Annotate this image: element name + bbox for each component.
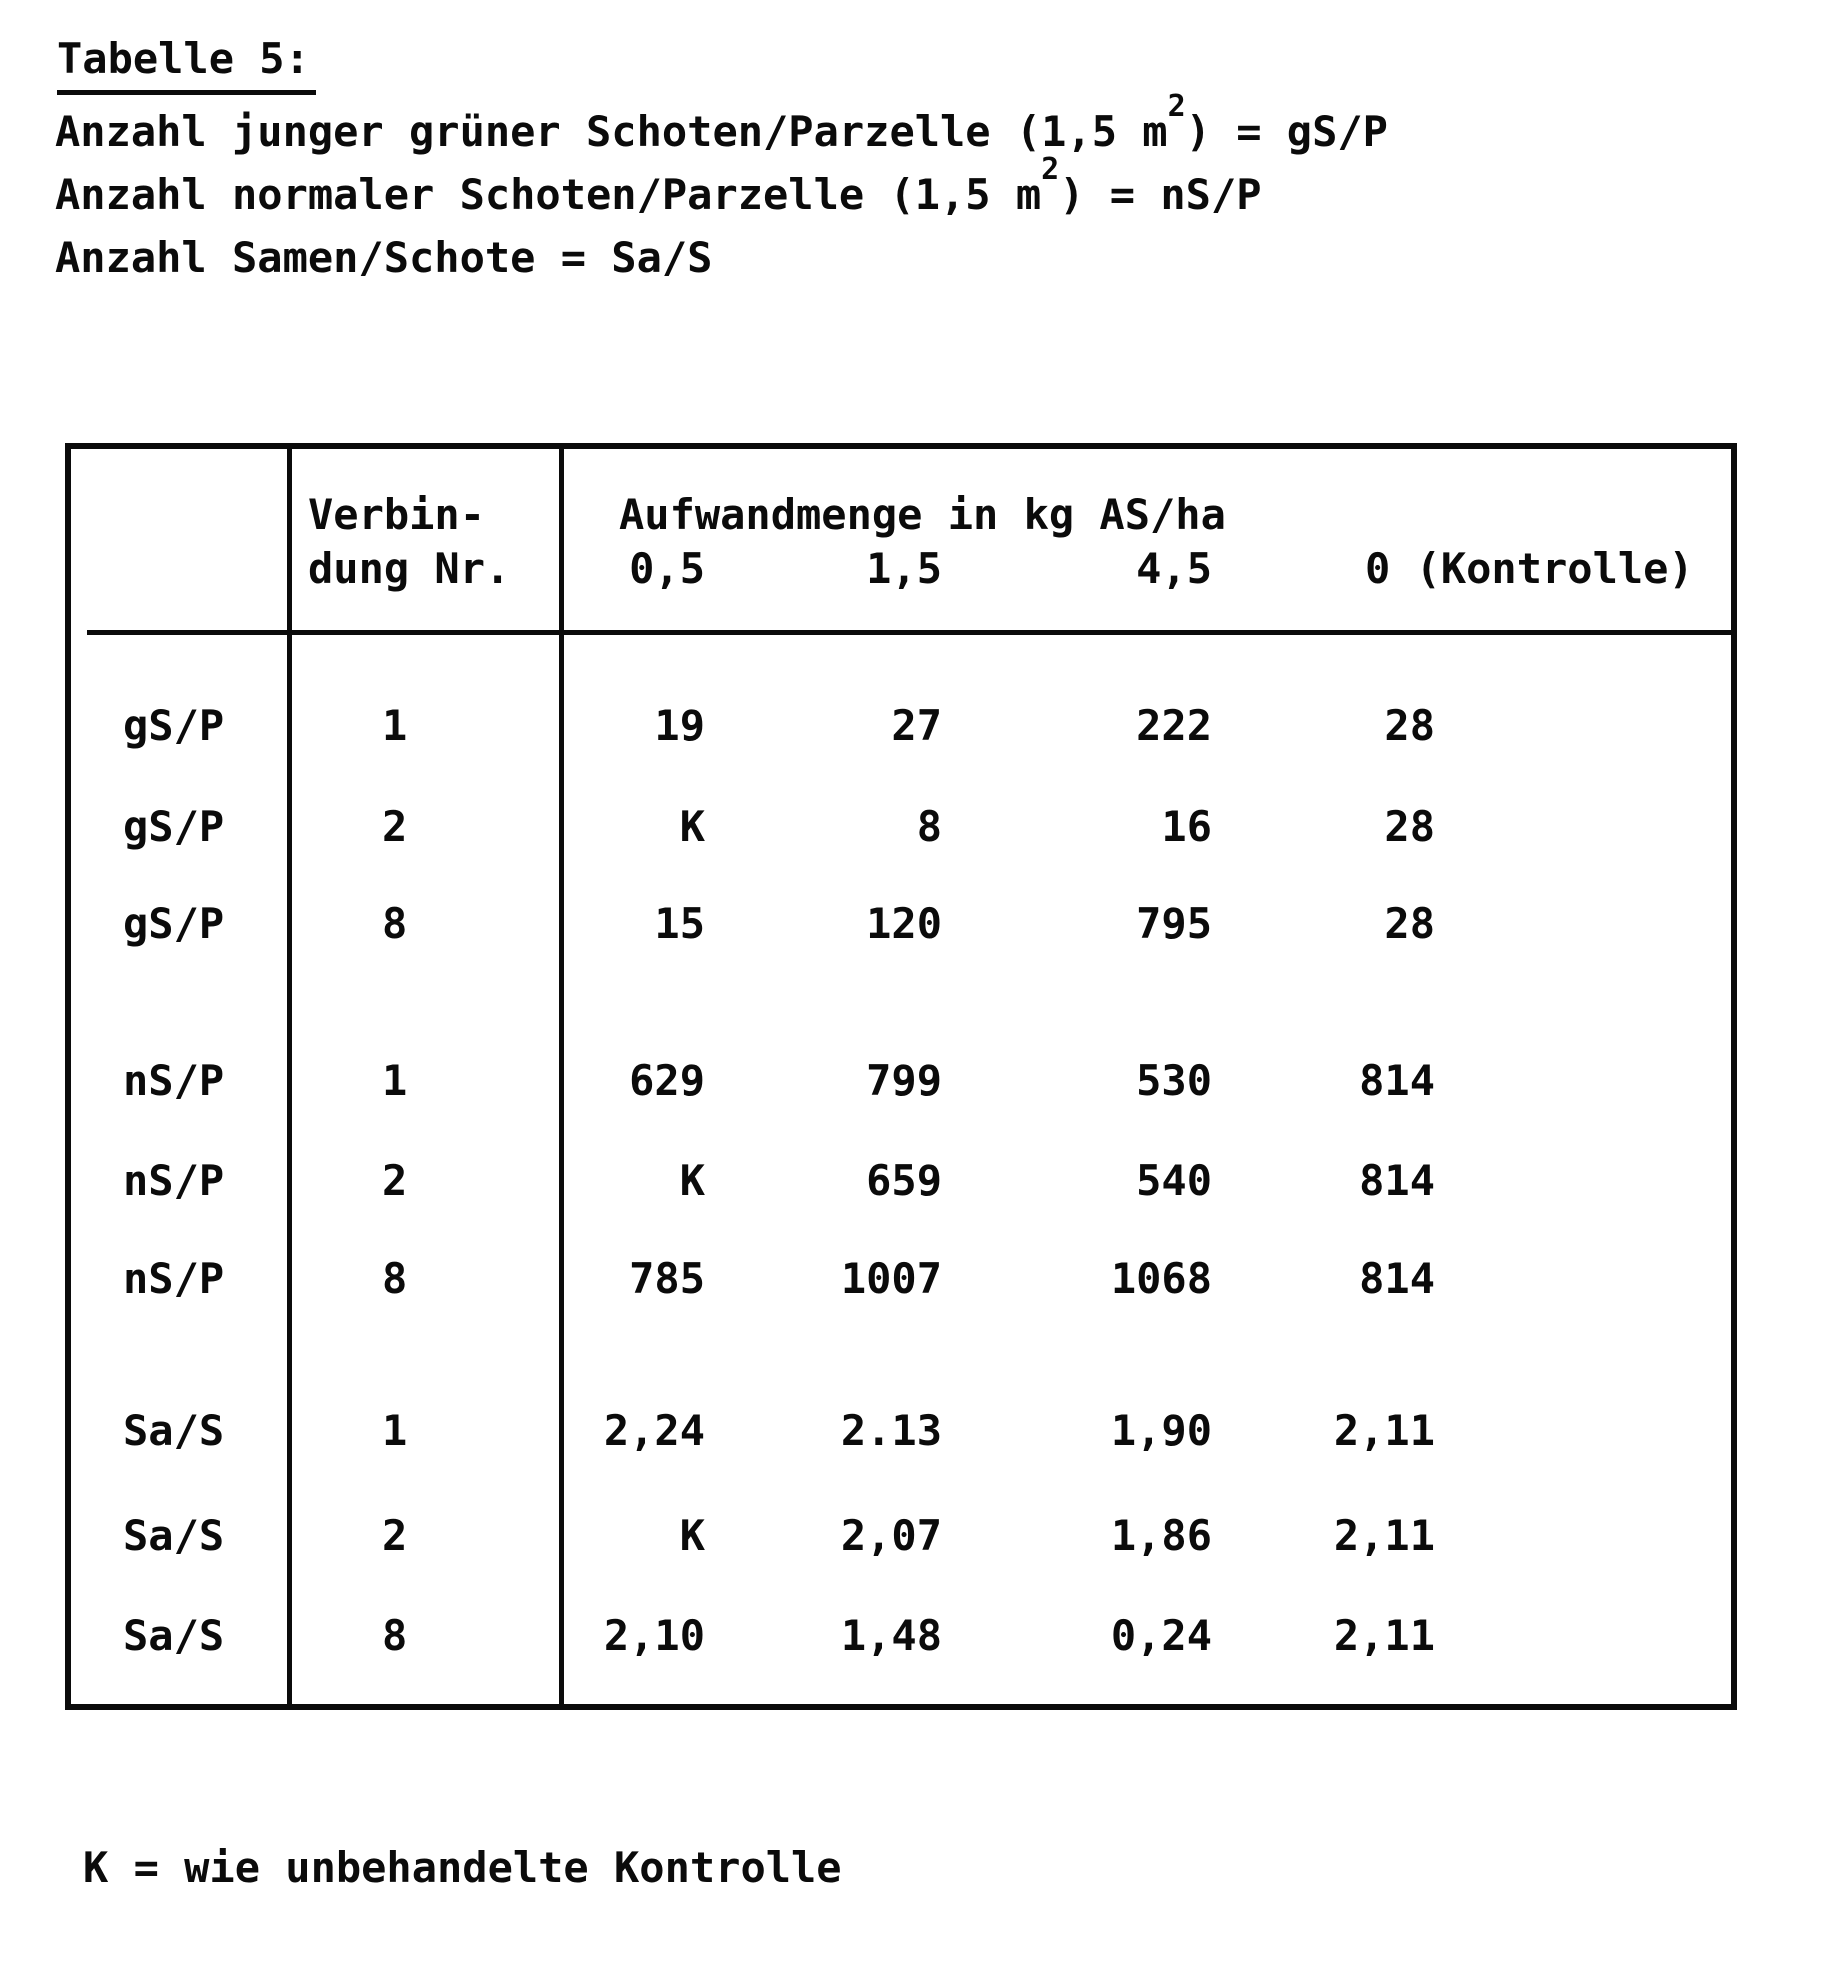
- footnote: K = wie unbehandelte Kontrolle: [83, 1843, 842, 1892]
- value-cell: 27: [891, 701, 942, 750]
- value-cell: 28: [1384, 802, 1435, 851]
- value-cell: 15: [654, 899, 705, 948]
- value-cell: 2,11: [1333, 1611, 1435, 1660]
- row-label-cell: Sa/S: [123, 1511, 225, 1560]
- value-cell: K: [679, 802, 705, 851]
- value-cell: 814: [1359, 1254, 1435, 1303]
- definition-text: ) = nS/P: [1059, 170, 1262, 219]
- document-header: [57, 34, 316, 95]
- row-label-cell: gS/P: [123, 899, 225, 948]
- row-label-cell: gS/P: [123, 701, 225, 750]
- value-cell: 19: [654, 701, 705, 750]
- definitions-block: [55, 89, 1388, 289]
- table-row: [71, 1155, 1731, 1207]
- row-label-cell: gS/P: [123, 802, 225, 851]
- table-row: [71, 700, 1731, 752]
- value-cell: K: [679, 1511, 705, 1560]
- data-table: [65, 443, 1737, 1710]
- value-cell: 785: [629, 1254, 705, 1303]
- value-cell: 2.13: [840, 1406, 942, 1455]
- definition-text: Anzahl Samen/Schote = Sa/S: [55, 233, 713, 282]
- value-cell: 222: [1136, 701, 1212, 750]
- value-cell: 540: [1136, 1156, 1212, 1205]
- definition-text: ) = gS/P: [1185, 107, 1388, 156]
- row-label-cell: Sa/S: [123, 1406, 225, 1455]
- value-cell: 530: [1136, 1056, 1212, 1105]
- row-label-cell: nS/P: [123, 1254, 225, 1303]
- compound-nr-cell: 1: [382, 1406, 408, 1455]
- value-cell: 1007: [840, 1254, 942, 1303]
- compound-nr-cell: 2: [382, 1511, 408, 1560]
- superscript-2: 2: [1041, 152, 1060, 187]
- table-row: [71, 1055, 1731, 1107]
- value-cell: 2,11: [1333, 1406, 1435, 1455]
- superscript-2: 2: [1167, 89, 1186, 124]
- compound-nr-cell: 8: [382, 1611, 408, 1660]
- compound-nr-cell: 2: [382, 1156, 408, 1205]
- table-header-row-1: [71, 489, 1731, 541]
- value-cell: 629: [629, 1056, 705, 1105]
- definition-line-2: [55, 152, 1388, 226]
- value-cell: 120: [866, 899, 942, 948]
- value-cell: K: [679, 1156, 705, 1205]
- value-cell: 2,11: [1333, 1511, 1435, 1560]
- value-cell: 0,24: [1110, 1611, 1212, 1660]
- value-cell: 1068: [1110, 1254, 1212, 1303]
- value-cell: 814: [1359, 1156, 1435, 1205]
- value-cell: 795: [1136, 899, 1212, 948]
- row-label-cell: nS/P: [123, 1156, 225, 1205]
- table-row: [71, 898, 1731, 950]
- value-cell: 8: [916, 802, 942, 851]
- value-cell: 1,90: [1110, 1406, 1212, 1455]
- value-cell: 2,07: [840, 1511, 942, 1560]
- dose-level-header-kontrolle: 0 (Kontrolle): [1365, 544, 1694, 593]
- compound-column-header-line1: Verbin-: [308, 490, 486, 539]
- value-cell: 799: [866, 1056, 942, 1105]
- definition-text: Anzahl junger grüner Schoten/Parzelle (1,5 m: [55, 107, 1168, 156]
- dose-level-header-1: 1,5: [866, 544, 942, 593]
- table-row: [71, 1610, 1731, 1662]
- compound-nr-cell: 1: [382, 701, 408, 750]
- table-row: [71, 801, 1731, 853]
- empty-corner-cell: [71, 543, 292, 595]
- compound-nr-cell: 2: [382, 802, 408, 851]
- table-header-separator: [87, 630, 1731, 635]
- value-cell: 659: [866, 1156, 942, 1205]
- table-header-row-2: [71, 543, 1731, 595]
- value-cell: 1,48: [840, 1611, 942, 1660]
- dose-level-header-0: 0,5: [629, 544, 705, 593]
- dose-title-header: Aufwandmenge in kg AS/ha: [619, 490, 1226, 539]
- row-label-cell: nS/P: [123, 1056, 225, 1105]
- value-cell: 814: [1359, 1056, 1435, 1105]
- row-label-cell: Sa/S: [123, 1611, 225, 1660]
- value-cell: 1,86: [1110, 1511, 1212, 1560]
- compound-nr-cell: 1: [382, 1056, 408, 1105]
- dose-level-header-2: 4,5: [1136, 544, 1212, 593]
- value-cell: 2,24: [603, 1406, 705, 1455]
- table-row: [71, 1510, 1731, 1562]
- empty-corner-cell: [71, 489, 292, 541]
- page-title: Tabelle 5:: [57, 34, 316, 95]
- table-row: [71, 1405, 1731, 1457]
- definition-line-3: [55, 226, 1388, 289]
- table-row: [71, 1253, 1731, 1305]
- value-cell: 16: [1161, 802, 1212, 851]
- value-cell: 28: [1384, 701, 1435, 750]
- value-cell: 28: [1384, 899, 1435, 948]
- definition-line-1: [55, 89, 1388, 163]
- definition-text: Anzahl normaler Schoten/Parzelle (1,5 m: [55, 170, 1042, 219]
- compound-nr-cell: 8: [382, 1254, 408, 1303]
- compound-column-header-line2: dung Nr.: [308, 544, 511, 593]
- compound-nr-cell: 8: [382, 899, 408, 948]
- value-cell: 2,10: [603, 1611, 705, 1660]
